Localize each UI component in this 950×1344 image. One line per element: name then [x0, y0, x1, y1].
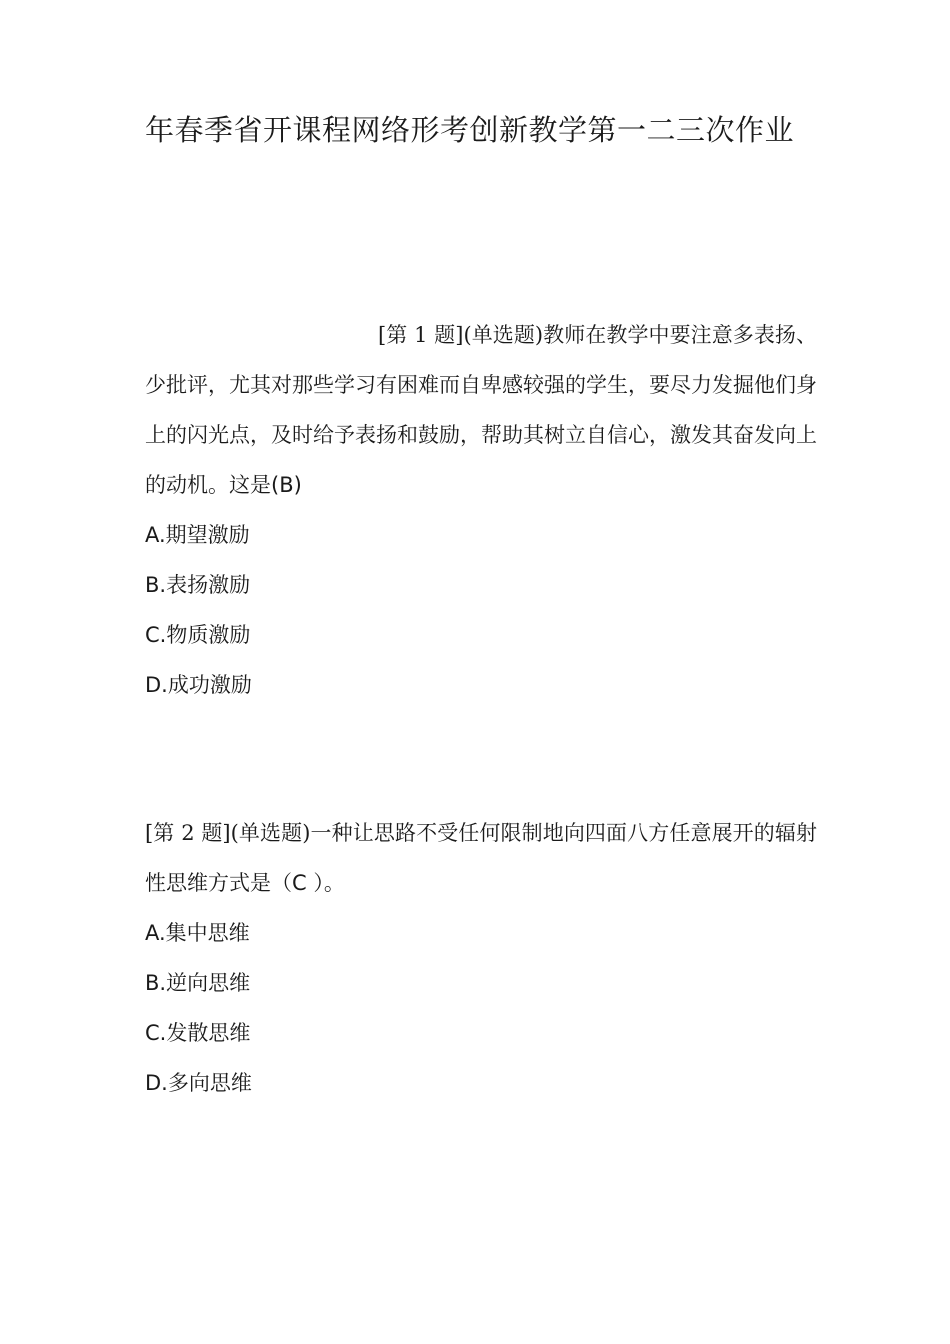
option-letter: B.: [145, 573, 167, 597]
option-text: 多向思维: [167, 1071, 252, 1095]
option-text: 发散思维: [166, 1021, 251, 1045]
option-text: 期望激励: [165, 523, 250, 547]
question-1-option-a: [145, 510, 817, 560]
question-2-option-b: [145, 958, 817, 1008]
option-text: 集中思维: [165, 921, 250, 945]
question-2-stem: [145, 808, 817, 908]
option-text: 成功激励: [167, 673, 252, 697]
question-1-answer: (B): [271, 473, 302, 497]
question-1: [145, 310, 817, 710]
question-1-option-b: [145, 560, 817, 610]
question-1-option-c: [145, 610, 817, 660]
option-letter: C.: [145, 623, 167, 647]
question-2-text-after: ）。: [306, 871, 345, 895]
question-1-option-d: [145, 660, 817, 710]
document-title: 年春季省开课程网络形考创新教学第一二三次作业: [145, 113, 795, 147]
option-letter: A.: [145, 921, 166, 945]
option-text: 物质激励: [166, 623, 251, 647]
question-1-stem: [145, 310, 817, 510]
option-letter: A.: [145, 523, 166, 547]
question-1-text: [第 1 题](单选题)教师在教学中要注意多表扬、少批评，尤其对那些学习有困难而自卑感较强的学生，要尽力发掘他们身上的闪光点，及时给予表扬和鼓励，帮助其树立自信心，激发其奋发向上的动机。这是: [145, 323, 817, 497]
question-2: [145, 808, 817, 1108]
option-letter: D.: [145, 673, 168, 697]
option-text: 逆向思维: [166, 971, 251, 995]
option-letter: D.: [145, 1071, 168, 1095]
option-text: 表扬激励: [166, 573, 251, 597]
question-2-text: [第 2 题](单选题)一种让思路不受任何限制地向四面八方任意展开的辐射性思维方式是（: [145, 821, 817, 895]
option-letter: B.: [145, 971, 167, 995]
question-2-answer: C: [292, 871, 307, 895]
question-2-option-a: [145, 908, 817, 958]
question-2-option-c: [145, 1008, 817, 1058]
question-2-option-d: [145, 1058, 817, 1108]
option-letter: C.: [145, 1021, 167, 1045]
